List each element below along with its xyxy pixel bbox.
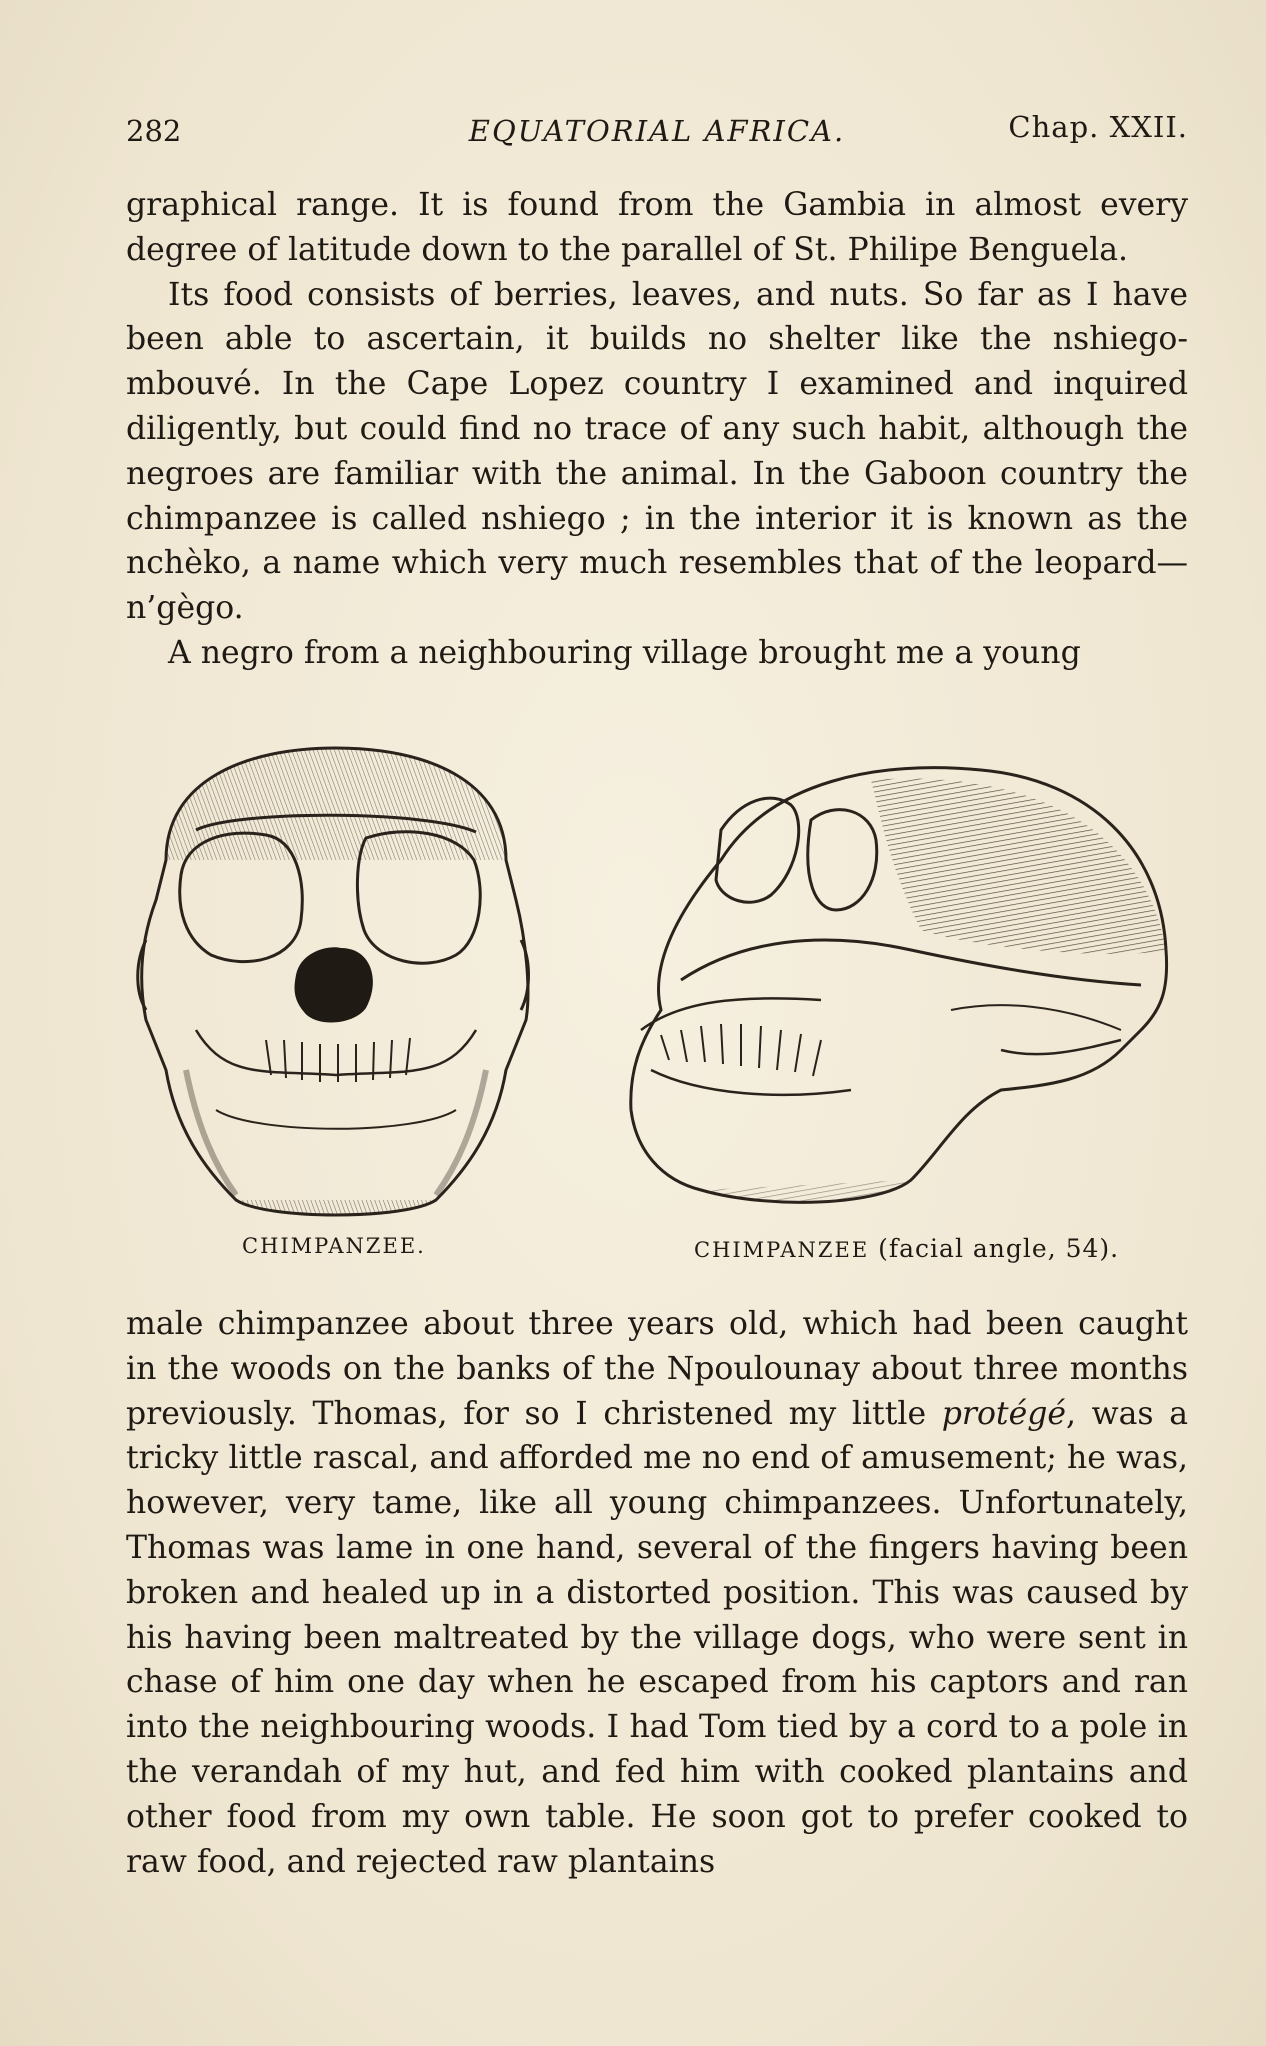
paragraph-thomas-part1: male chimpanzee about three years old, which had been caught in the woods on the banks of the Npoulounay about three months previously. Thomas, for so I christened my little	[126, 1306, 1188, 1432]
italic-protege: protégé	[941, 1395, 1067, 1432]
paragraph-negro-start: A negro from a neighbouring village brought me a young	[168, 634, 1081, 671]
paragraph-thomas	[126, 1302, 1188, 1884]
text-block-bottom	[126, 1302, 1188, 1884]
figure-plate	[126, 740, 1188, 1280]
figure-caption-side-angle: (facial angle, 54).	[869, 1234, 1120, 1263]
figure-caption-front: CHIMPANZEE.	[242, 1234, 426, 1258]
paragraph-food: Its food consists of berries, leaves, and nuts. So far as I have been able to ascertain, it builds no shelter like the nshiego-mbouvé. In the Cape Lopez country I examined and inquired diligently, but could find no trace of any such habit, although the negroes are familiar with the animal. In the Gaboon country the chimpanzee is called nshiego ; in the interior it is known as the nchèko, a name which very much resembles that of the leopard—n’gègo.	[126, 276, 1188, 627]
chimpanzee-skull-front-illustration	[126, 740, 546, 1230]
figure-caption-side-name: CHIMPANZEE	[694, 1238, 870, 1262]
paragraph-thomas-part2: , was a tricky little rascal, and afforded me no end of amusement; he was, however, very tame, like all young chimpanzees. Unfortunately, Thomas was lame in one hand, several of the fingers having been broken and healed up in a distorted position. This was caused by his having been maltreated by the village dogs, who were sent in chase of him one day when he escaped from his captors and ran into the neighbouring woods. I had Tom tied by a cord to a pole in the verandah of my hut, and fed him with cooked plantains and other food from my own table. He soon got to prefer cooked to raw food, and rejected raw plantains	[126, 1395, 1188, 1880]
paragraph-range: graphical range. It is found from the Gambia in almost every degree of latitude down to the parallel of St. Philipe Benguela.	[126, 187, 1188, 268]
text-block-top	[126, 183, 1188, 676]
chapter-label: Chap. XXII.	[1008, 110, 1188, 144]
figure-caption-side	[694, 1234, 1119, 1263]
page-number: 282	[126, 114, 182, 148]
chimpanzee-skull-side-illustration	[621, 750, 1188, 1230]
running-title: EQUATORIAL AFRICA.	[468, 114, 846, 148]
running-head	[126, 110, 1188, 156]
